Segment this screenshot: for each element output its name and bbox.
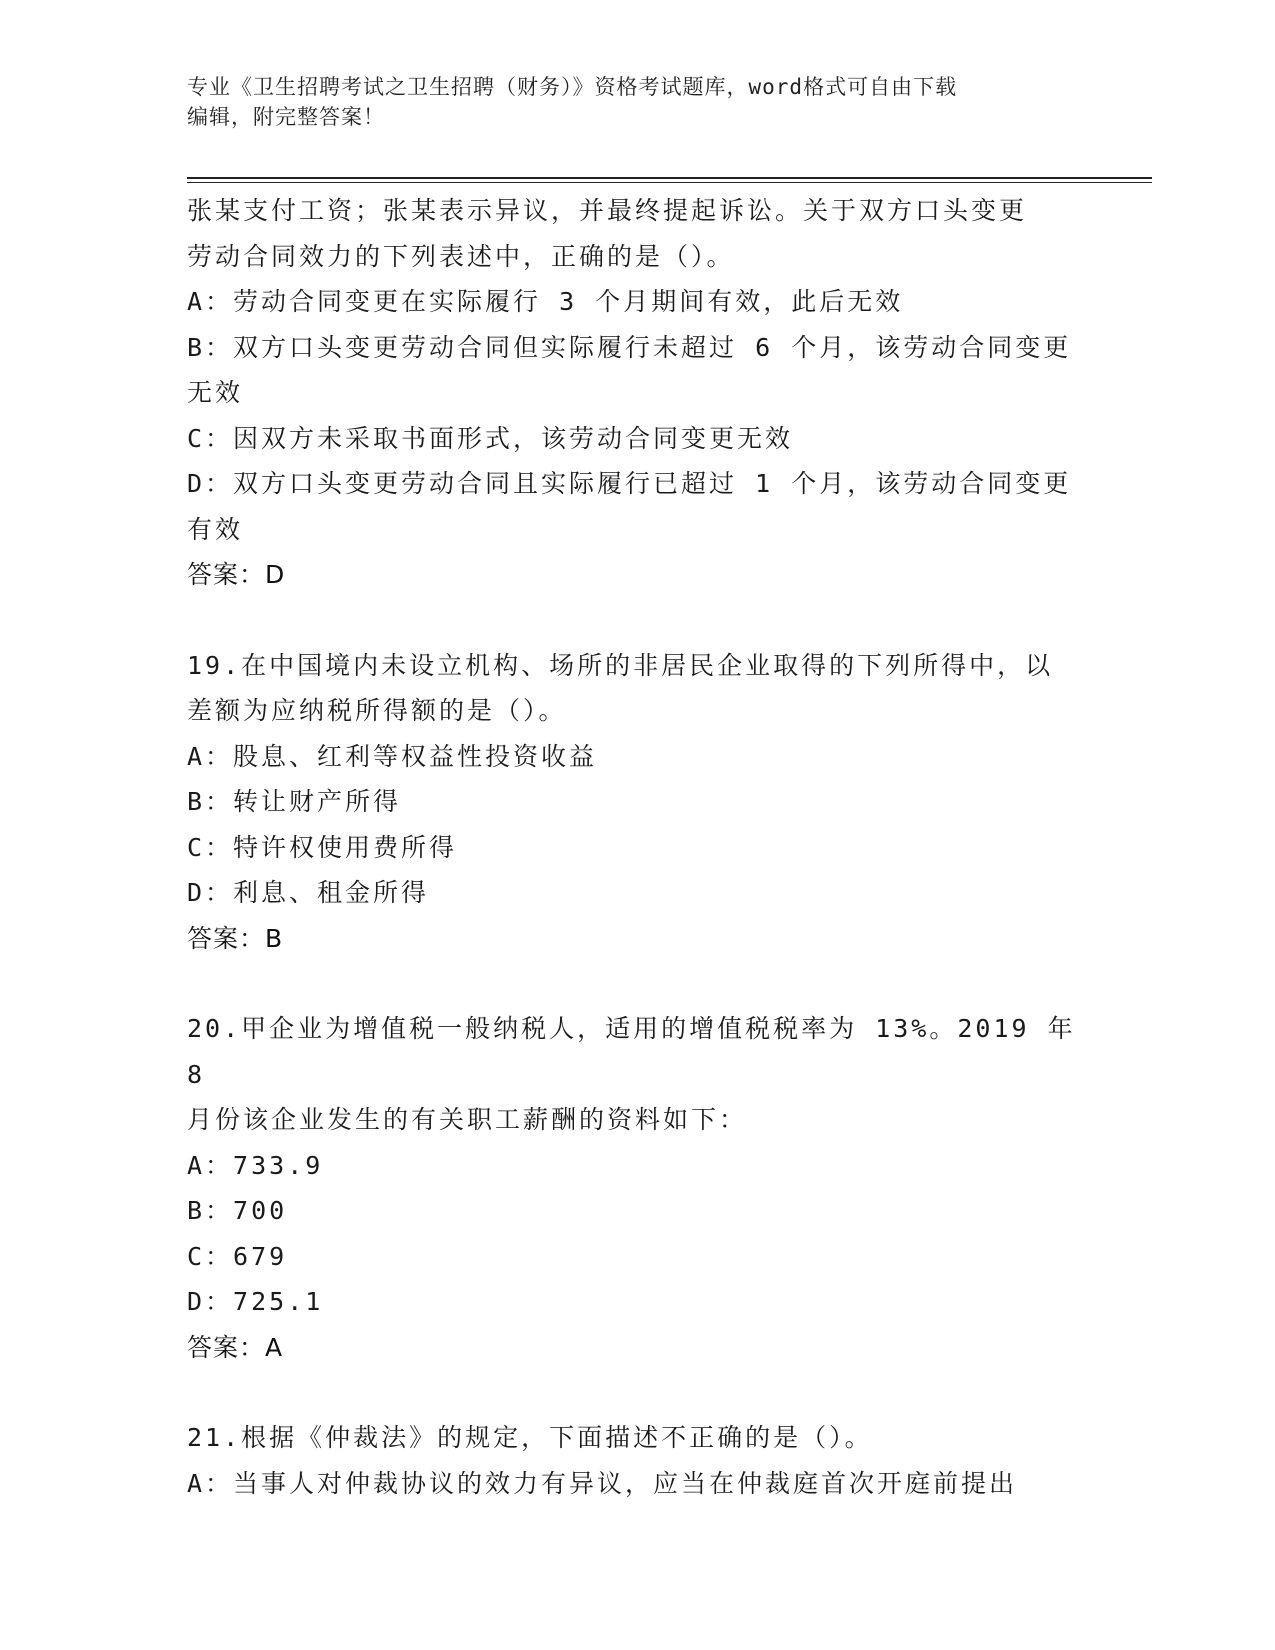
option-d-continued: 有效: [187, 514, 244, 544]
question-21: [187, 1415, 1077, 1506]
spacer: [187, 961, 1077, 1006]
option-d: D：725.1: [187, 1287, 324, 1316]
question-stem: 21.根据《仲裁法》的规定，下面描述不正确的是（）。: [187, 1423, 873, 1452]
option-c: C：特许权使用费所得: [187, 832, 458, 862]
option-a: A：当事人对仲裁协议的效力有异议，应当在仲裁庭首次开庭前提出: [187, 1468, 1018, 1498]
option-c: C：679: [187, 1241, 288, 1271]
question-list: [187, 188, 1094, 1506]
option-a: A：劳动合同变更在实际履行 3 个月期间有效，此后无效: [187, 287, 904, 316]
header-line-2: 编辑，附完整答案！: [187, 105, 385, 129]
page-header: [187, 72, 1087, 132]
question-stem: 20.甲企业为增值税一般纳税人，适用的增值税税率为 13%。2019 年 8: [187, 1014, 1094, 1089]
answer-label: 答案：B: [187, 923, 284, 953]
question-stem: 19.在中国境内未设立机构、场所的非居民企业取得的下列所得中，以: [187, 650, 1054, 680]
header-line-1: 专业《卫生招聘考试之卫生招聘（财务）》资格考试题库，word格式可自由下载: [187, 75, 958, 99]
spacer: [187, 1370, 1077, 1415]
option-a: A：股息、红利等权益性投资收益: [187, 741, 598, 771]
spacer: [187, 598, 1077, 643]
option-b: B：双方口头变更劳动合同但实际履行未超过 6 个月，该劳动合同变更: [187, 332, 1072, 362]
option-b: B：700: [187, 1196, 288, 1225]
option-d: D：双方口头变更劳动合同且实际履行已超过 1 个月，该劳动合同变更: [187, 469, 1072, 498]
answer-label: 答案：A: [187, 1332, 284, 1362]
question-stem: 月份该企业发生的有关职工薪酬的资料如下：: [187, 1105, 748, 1134]
question-18: [187, 188, 1077, 598]
question-stem: 差额为应纳税所得额的是（）。: [187, 696, 567, 725]
question-stem: 劳动合同效力的下列表述中，正确的是（）。: [187, 241, 735, 271]
option-d: D：利息、租金所得: [187, 878, 430, 907]
option-a: A：733.9: [187, 1150, 324, 1180]
question-stem: 张某支付工资；张某表示异议，并最终提起诉讼。关于双方口头变更: [187, 196, 1028, 225]
option-b-continued: 无效: [187, 378, 244, 407]
option-c: C：因双方未采取书面形式，该劳动合同变更无效: [187, 423, 794, 453]
question-20: [187, 1006, 1094, 1370]
option-b: B：转让财产所得: [187, 787, 402, 816]
header-divider: [187, 177, 1152, 183]
question-19: [187, 643, 1077, 962]
answer-label: 答案：D: [187, 560, 286, 589]
